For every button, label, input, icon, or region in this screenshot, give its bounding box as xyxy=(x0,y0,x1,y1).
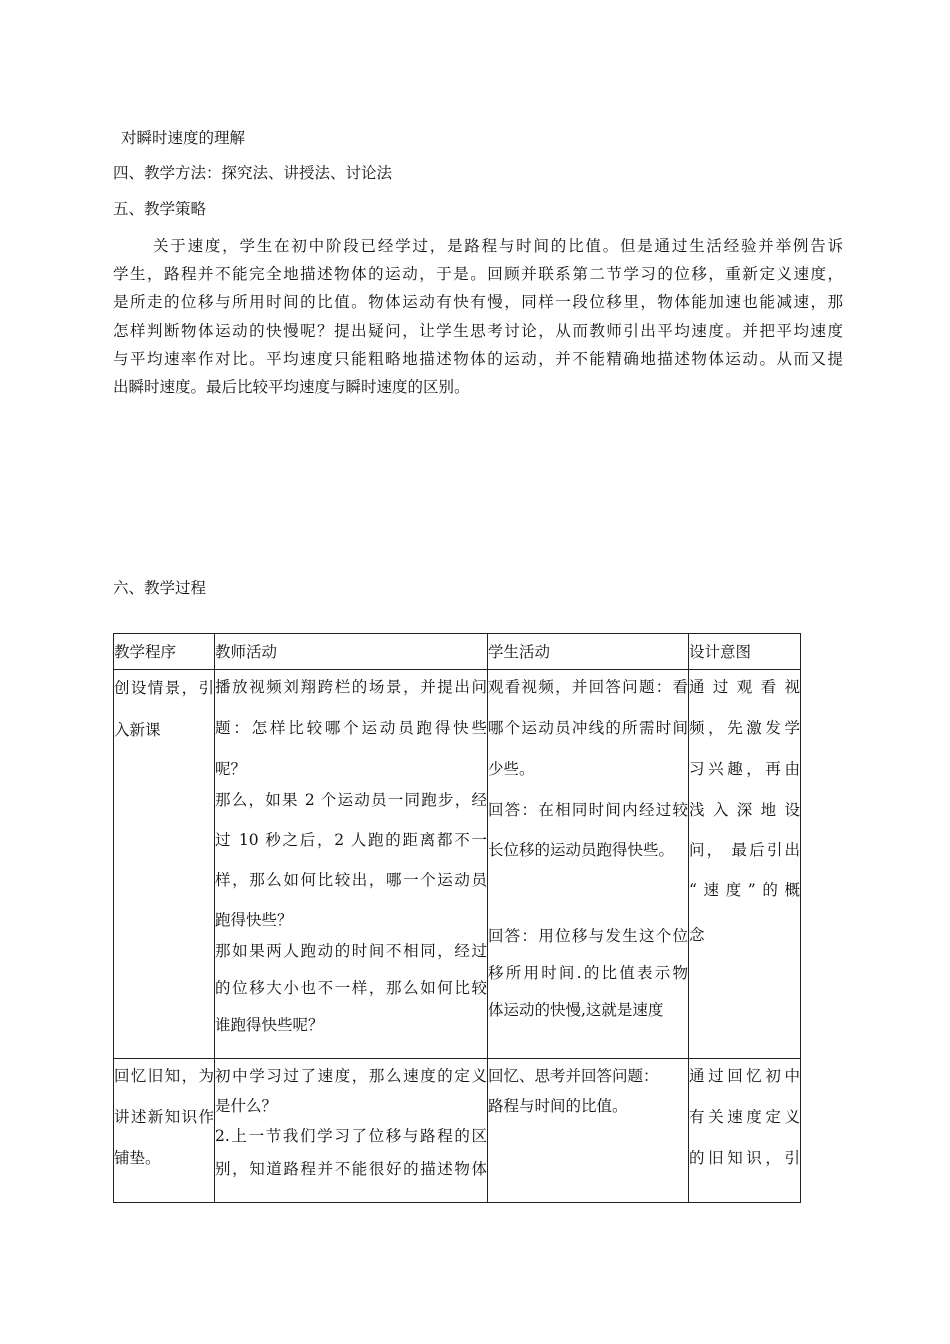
strategy-line: 学生，路程并不能完全地描述物体的运动，于是。回顾并联系第二节学习的位移，重新定义速度， xyxy=(113,265,843,284)
teacher-activity-cell xyxy=(215,1059,488,1203)
header-procedure: 教学程序 xyxy=(114,634,215,670)
teaching-process-table xyxy=(113,633,801,1203)
cell-line: 入新课 xyxy=(114,721,161,739)
cell-line: 2.上一节我们学习了位移与路程的区 xyxy=(215,1127,487,1145)
strategy-line: 出瞬时速度。最后比较平均速度与瞬时速度的区别。 xyxy=(113,377,470,396)
cell-line: 呢？ xyxy=(215,760,247,778)
section-6-process: 六、教学过程 xyxy=(113,579,207,597)
strategy-line: 与平均速率作对比。平均速度只能粗略地描述物体的运动，并不能精确地描述物体运动。从而又提 xyxy=(113,349,843,368)
table-row xyxy=(114,1059,801,1203)
design-intent-cell xyxy=(689,670,801,1059)
cell-line: 长位移的运动员跑得快些。 xyxy=(488,841,675,859)
design-intent-cell xyxy=(689,1059,801,1203)
strategy-paragraph xyxy=(113,232,843,401)
strategy-line: 怎样判断物体运动的快慢呢？提出疑问，让学生思考讨论，从而教师引出平均速度。并把平均速度 xyxy=(113,321,843,340)
cell-line: 创设情景，引 xyxy=(114,679,214,697)
cell-line: 通 过 观 看 视 xyxy=(689,678,800,696)
strategy-line: 关于速度，学生在初中阶段已经学过，是路程与时间的比值。但是通过生活经验并举例告诉 xyxy=(153,237,843,255)
cell-line: 样，那么如何比较出，哪一个运动员 xyxy=(215,871,487,889)
cell-line: 习兴趣，再由 xyxy=(689,760,800,778)
section-5-strategy: 五、教学策略 xyxy=(113,200,207,218)
header-student-activity: 学生活动 xyxy=(488,634,689,670)
strategy-line: 是所走的位移与所用时间的比值。物体运动有快有慢，同样一段位移里，物体能加速也能减速，那 xyxy=(113,293,843,312)
cell-line: 播放视频刘翔跨栏的场景，并提出问 xyxy=(215,678,487,696)
cell-line: 回忆旧知，为 xyxy=(114,1067,214,1085)
subheading-instant-velocity: 对瞬时速度的理解 xyxy=(121,129,246,147)
cell-line: 有关速度定义 xyxy=(689,1108,800,1126)
cell-line: 那如果两人跑动的时间不相同，经过 xyxy=(215,942,487,960)
cell-line: 讲述新知识作 xyxy=(114,1108,214,1126)
cell-line: 回答：用位移与发生这个位 xyxy=(488,927,688,945)
procedure-cell xyxy=(114,670,215,1059)
cell-line: 频，先激发学 xyxy=(689,719,800,737)
cell-line: 初中学习过了速度，那么速度的定义 xyxy=(215,1067,487,1085)
cell-line: 别，知道路程并不能很好的描述物体 xyxy=(215,1160,487,1178)
teacher-activity-cell xyxy=(215,670,488,1059)
cell-line: “速度”的概 xyxy=(689,881,800,899)
cell-line: 过 10 秒之后，2 人跑的距离都不一 xyxy=(215,831,487,849)
cell-line: 的旧知识，引 xyxy=(689,1149,800,1167)
cell-line: 哪个运动员冲线的所需时间 xyxy=(488,719,688,737)
cell-line: 少些。 xyxy=(488,760,535,778)
section-4-methods: 四、教学方法：探究法、讲授法、讨论法 xyxy=(113,164,393,182)
cell-line: 跑得快些？ xyxy=(215,911,293,929)
cell-line: 通过回忆初中 xyxy=(689,1067,800,1085)
cell-line: 谁跑得快些呢？ xyxy=(215,1016,324,1034)
table-row xyxy=(114,670,801,1059)
student-activity-cell xyxy=(488,670,689,1059)
cell-line: 念 xyxy=(689,926,705,944)
cell-line: 铺垫。 xyxy=(114,1149,161,1167)
cell-line: 观看视频，并回答问题：看 xyxy=(488,678,688,696)
cell-line: 那么，如果 2 个运动员一同跑步，经 xyxy=(215,791,487,809)
cell-line: 的位移大小也不一样，那么如何比较 xyxy=(215,979,487,997)
procedure-cell xyxy=(114,1059,215,1203)
cell-line: 体运动的快慢,这就是速度 xyxy=(488,1001,664,1019)
cell-line: 问， 最后引出 xyxy=(689,841,800,859)
cell-line: 回答：在相同时间内经过较 xyxy=(488,801,688,819)
header-design-intent: 设计意图 xyxy=(689,634,801,670)
cell-line: 路程与时间的比值。 xyxy=(488,1097,628,1115)
cell-line: 移所用时间.的比值表示物 xyxy=(488,964,688,982)
header-teacher-activity: 教师活动 xyxy=(215,634,488,670)
cell-line: 是什么？ xyxy=(215,1097,278,1115)
cell-line: 题：怎样比较哪个运动员跑得快些 xyxy=(215,719,487,737)
student-activity-cell xyxy=(488,1059,689,1203)
cell-line: 回忆、思考并回答问题： xyxy=(488,1067,659,1085)
table-header-row xyxy=(114,634,801,670)
cell-line: 浅 入 深 地 设 xyxy=(689,801,800,819)
